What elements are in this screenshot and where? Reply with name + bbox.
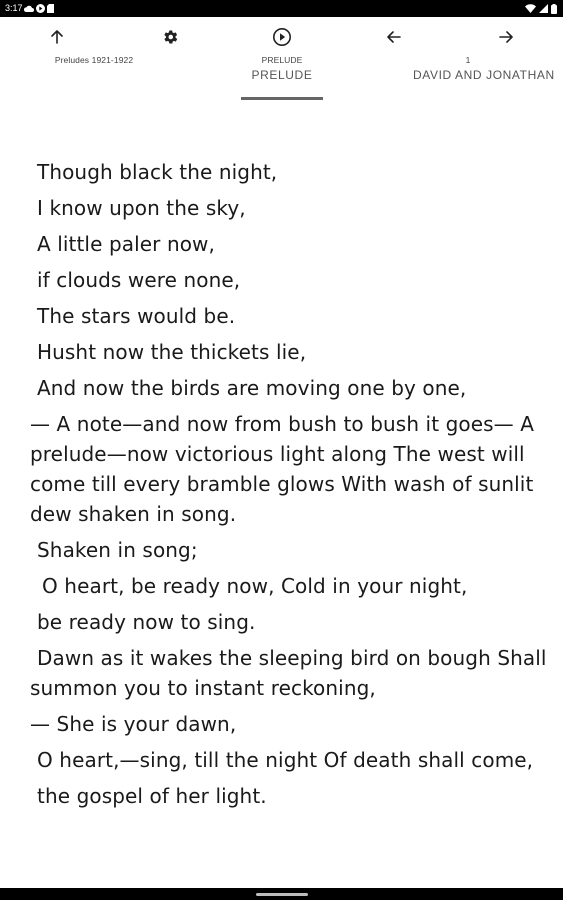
next-button[interactable] bbox=[492, 23, 520, 51]
sd-card-icon bbox=[47, 4, 54, 13]
poem-line: O heart, be ready now, Cold in your night, bbox=[42, 574, 468, 598]
poem-line: I know upon the sky, bbox=[37, 196, 246, 220]
poem-line: the gospel of her light. bbox=[37, 784, 267, 808]
play-button[interactable] bbox=[268, 23, 296, 51]
previous-button[interactable] bbox=[380, 23, 408, 51]
poem-line: be ready now to sing. bbox=[37, 610, 256, 634]
poem-line: if clouds were none, bbox=[37, 268, 241, 292]
home-handle[interactable] bbox=[256, 893, 308, 896]
play-store-icon bbox=[36, 4, 45, 13]
poem-line: The stars would be. bbox=[37, 304, 236, 328]
reader-toolbar bbox=[0, 17, 563, 87]
signal-icon bbox=[539, 4, 548, 13]
status-bar bbox=[0, 0, 563, 17]
poem-line: Though black the night, bbox=[37, 160, 278, 184]
poem-line: Dawn as it wakes the sleeping bird on bough Shall summon you to instant reckoning, bbox=[30, 646, 547, 700]
tab-current-poem[interactable]: PRELUDE bbox=[251, 68, 313, 82]
poem-line: A little paler now, bbox=[37, 232, 215, 256]
status-notification-icons bbox=[24, 3, 54, 14]
poem-line: — A note—and now from bush to bush it goes— A prelude—now victorious light along The west will come till every bramble glows With wash of sunlit dew shaken in song. bbox=[30, 412, 535, 526]
poem-line: — She is your dawn, bbox=[30, 712, 237, 736]
wifi-icon bbox=[525, 4, 536, 13]
poem-line: Husht now the thickets lie, bbox=[37, 340, 307, 364]
play-circle-icon bbox=[272, 27, 292, 47]
arrow-left-icon bbox=[386, 29, 402, 45]
status-time: 3:17 bbox=[5, 3, 23, 13]
battery-icon bbox=[551, 4, 557, 14]
tab-next-poem[interactable]: DAVID AND JONATHAN bbox=[413, 68, 555, 82]
collection-label: Preludes 1921-1922 bbox=[54, 55, 134, 65]
poem-line: O heart,—sing, till the night Of death shall come, bbox=[37, 748, 534, 772]
current-poem-label-small: PRELUDE bbox=[261, 55, 303, 65]
cloud-icon bbox=[24, 5, 34, 13]
up-button[interactable] bbox=[43, 23, 71, 51]
arrow-up-icon bbox=[49, 29, 65, 45]
poem-text bbox=[30, 157, 550, 817]
arrow-right-icon bbox=[498, 29, 514, 45]
settings-button[interactable] bbox=[156, 23, 184, 51]
status-system-icons bbox=[525, 3, 557, 14]
system-navigation-bar bbox=[0, 888, 563, 900]
tab-indicator bbox=[241, 97, 323, 100]
poem-line: Shaken in song; bbox=[37, 538, 198, 562]
poem-line: And now the birds are moving one by one, bbox=[37, 376, 467, 400]
gear-icon bbox=[161, 28, 179, 46]
next-poem-number: 1 bbox=[465, 55, 471, 65]
